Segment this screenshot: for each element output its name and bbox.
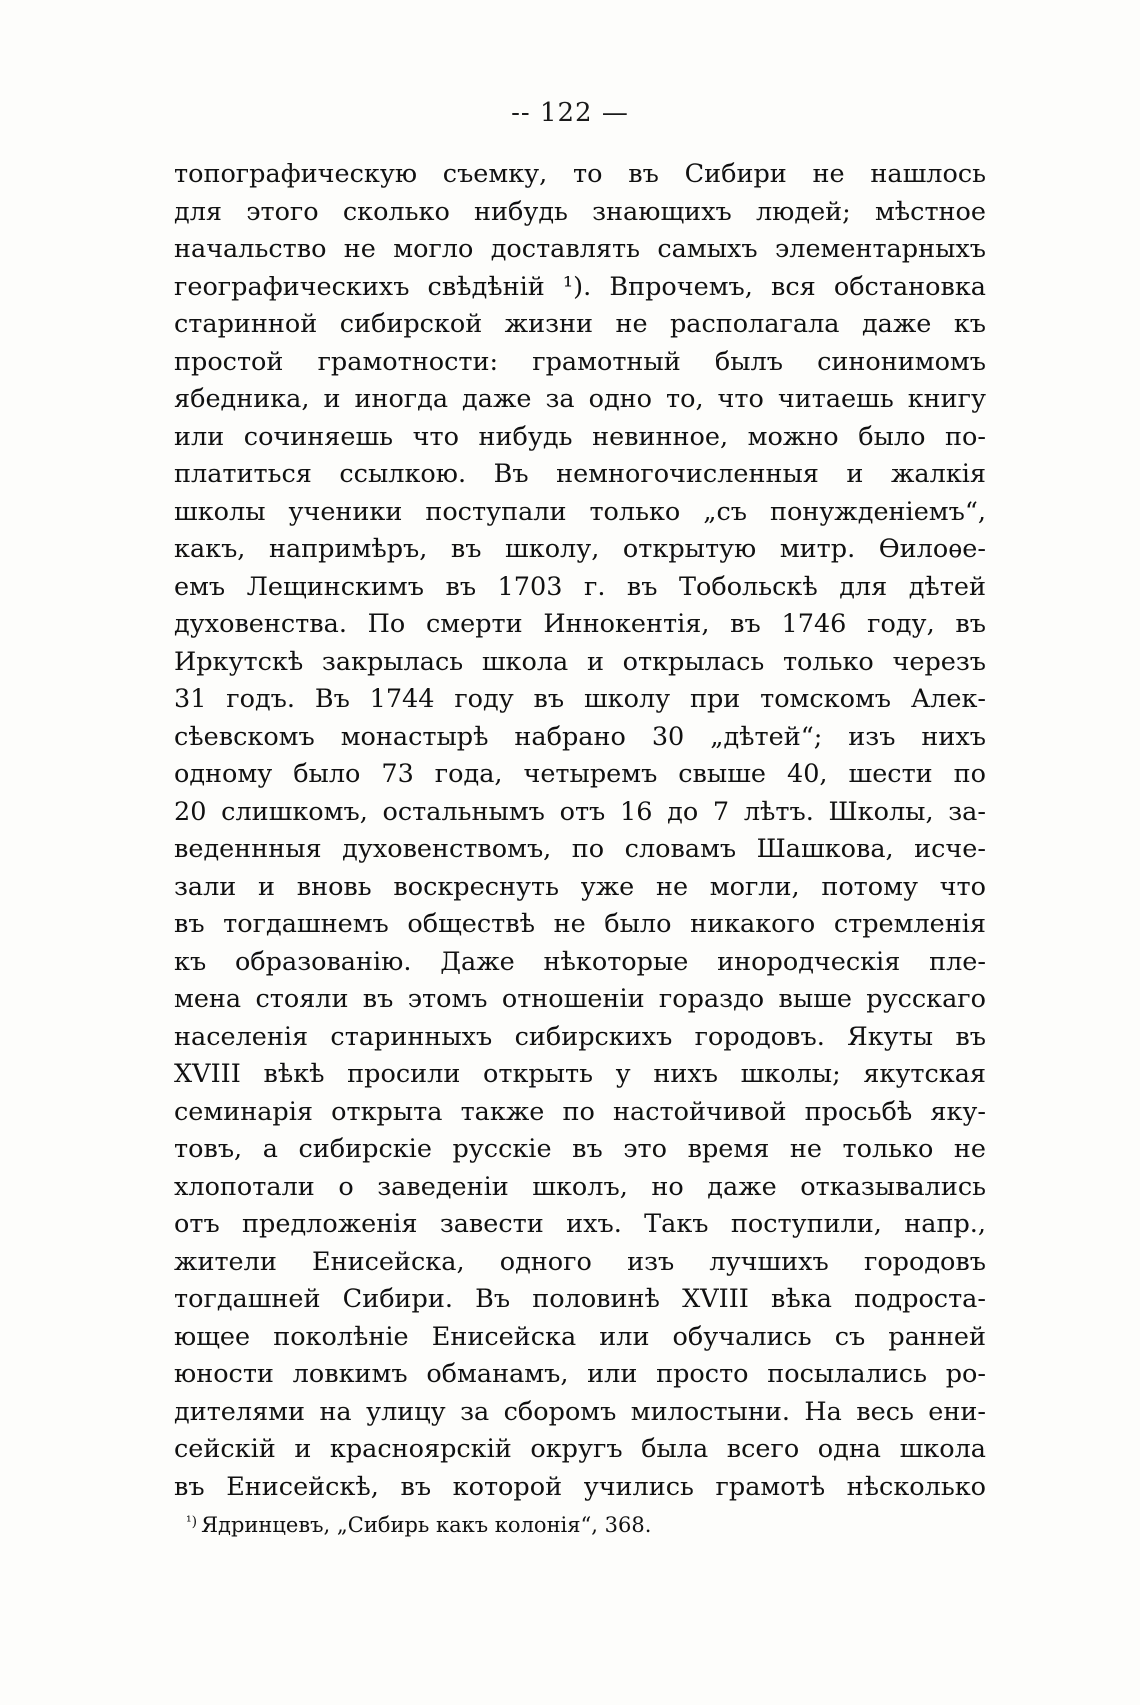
- footnote-text: Ядринцевъ, „Сибирь какъ колонія“, 368.: [201, 1513, 652, 1537]
- text-line: въ Енисейскѣ, въ которой учились грамотѣ нѣсколько: [174, 1471, 986, 1502]
- text-line: 31 годъ. Въ 1744 году въ школу при томскомъ Алек-: [174, 684, 986, 714]
- text-line: 20 слишкомъ, остальнымъ отъ 16 до 7 лѣтъ. Школы, за-: [174, 796, 986, 827]
- text-line: одному было 73 года, четыремъ свыше 40, шести по: [174, 759, 986, 789]
- text-line: простой грамотности: грамотный былъ синонимомъ: [174, 346, 986, 377]
- text-line: юности ловкимъ обманамъ, или просто посылались ро-: [174, 1359, 986, 1389]
- text-line: емъ Лещинскимъ въ 1703 г. въ Тобольскѣ для дѣтей: [174, 571, 986, 602]
- text-line: духовенства. По смерти Иннокентія, въ 1746 году, въ: [174, 609, 986, 639]
- text-line: населенія старинныхъ сибирскихъ городовъ. Якуты въ: [174, 1021, 986, 1052]
- text-line: сѣевскомъ монастырѣ набрано 30 „дѣтей“; изъ нихъ: [174, 721, 986, 752]
- text-line: географическихъ свѣдѣній ¹). Впрочемъ, вся обстановка: [174, 271, 986, 302]
- text-line: платиться ссылкою. Въ немногочисленныя и жалкія: [174, 459, 986, 489]
- text-line: къ образованію. Даже нѣкоторые инородческія пле-: [174, 946, 986, 977]
- text-line: отъ предложенія завести ихъ. Такъ поступили, напр.,: [174, 1209, 986, 1239]
- footnote-marker: ¹): [186, 1514, 198, 1530]
- text-line: начальство не могло доставлять самыхъ элементарныхъ: [174, 234, 986, 264]
- text-line: зали и вновь воскреснуть уже не могли, потому что: [174, 871, 986, 902]
- body-text: [174, 156, 986, 1506]
- page-number: -- 122 —: [511, 98, 629, 128]
- text-line: сейскій и красноярскій округъ была всего одна школа: [174, 1434, 986, 1464]
- text-line: для этого сколько нибудь знающихъ людей; мѣстное: [174, 196, 986, 227]
- text-line: Иркутскѣ закрылась школа и открылась только черезъ: [174, 646, 986, 677]
- text-line: мена стояли въ этомъ отношеніи гораздо выше русскаго: [174, 984, 986, 1014]
- text-line: тогдашней Сибири. Въ половинѣ XVIII вѣка подроста-: [174, 1284, 986, 1314]
- text-line: топографическую съемку, то въ Сибири не нашлось: [174, 159, 986, 189]
- text-line: товъ, а сибирскіе русскіе въ это время не только не: [174, 1134, 986, 1164]
- text-line: въ тогдашнемъ обществѣ не было никакого стремленія: [174, 909, 986, 939]
- text-line: хлопотали о заведеніи школъ, но даже отказывались: [174, 1171, 986, 1202]
- text-line: старинной сибирской жизни не располагала даже къ: [174, 309, 986, 339]
- text-line: жители Енисейска, одного изъ лучшихъ городовъ: [174, 1246, 986, 1277]
- text-line: какъ, напримѣръ, въ школу, открытую митр. Ѳилоѳе-: [174, 534, 986, 564]
- text-line: XVIII вѣкѣ просили открыть у нихъ школы; якутская: [174, 1059, 986, 1089]
- text-line: или сочиняешь что нибудь невинное, можно было по-: [174, 421, 986, 452]
- text-line: школы ученики поступали только „съ понужденіемъ“,: [174, 496, 986, 527]
- footnote: [186, 1513, 651, 1537]
- text-line: ябедника, и иногда даже за одно то, что читаешь книгу: [174, 384, 986, 414]
- text-line: дителями на улицу за сборомъ милостыни. На весь ени-: [174, 1396, 986, 1427]
- text-line: ющее поколѣніе Енисейска или обучались съ ранней: [174, 1321, 986, 1352]
- text-line: семинарія открыта также по настойчивой просьбѣ яку-: [174, 1096, 986, 1127]
- text-line: веденнныя духовенствомъ, по словамъ Шашкова, исче-: [174, 834, 986, 864]
